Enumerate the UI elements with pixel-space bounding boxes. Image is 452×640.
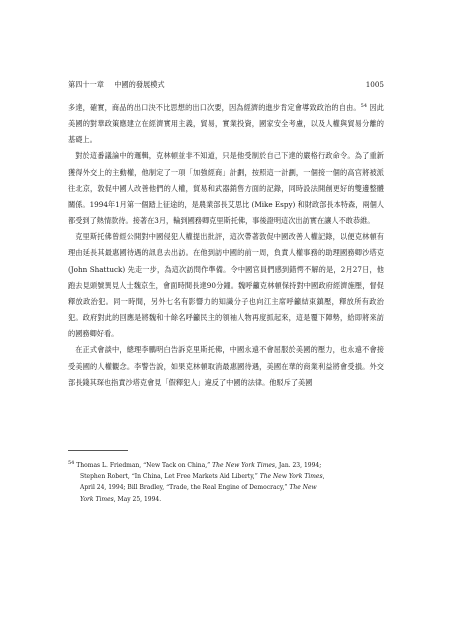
- citation-date: , May 25, 1994.: [113, 495, 162, 503]
- citation-source: The New York Times: [212, 462, 276, 469]
- footnote-line: [68, 494, 384, 505]
- page-number: 1005: [365, 80, 384, 89]
- chapter-label: 第四十一章: [68, 80, 104, 89]
- paragraph-text: 對於這番議論中的邏輯，克林頓並非不知道，只是他受制於自己下達的嚴格行政命令。為了重新獲得外交上的主動權，他制定了一項「加強經商」計劃，按照這一計劃，一個接一個的高官將被派往北京，敦促中國人改善他們的人權，貿易和武器銷售方面的記錄，同時設法開創更好的雙邊整體關係。1994年1月第一個踏上征途的，是農業部長艾思比 (Mike Espy) 和財政部長本特森，兩個人都受到了熱情款待。接著在3月，輪到國務卿克里斯托佛，事後證明這次出訪實在讓人不敢恭維。: [68, 151, 384, 226]
- paragraph-text: 因此美國的對華政策應建立在經濟實用主義，貿易，實業投資，國家安全考慮，以及人權與貿易分離的基礎上。: [68, 103, 384, 145]
- citation-text: Stephen Robert, “In China, Let Free Markets Aid Liberty,”: [80, 473, 258, 481]
- footnote: [68, 460, 384, 505]
- paragraph-text: 在正式會談中，總理李鵬明白告訴克里斯托佛，中國永遠不會屈服於美國的壓力，也永遠不會接受美國的人權觀念。李警告說，如果克林頓取消最惠國待遇，美國在華的商業利益將會受損。外交部長錢其琛也指責沙塔克會見「假釋犯人」違反了中國的法律。他駁斥了美國: [68, 345, 384, 387]
- header-left: [68, 80, 173, 89]
- footnote-number: 54: [68, 460, 75, 466]
- footnote-divider: [68, 450, 128, 451]
- paragraph-2: [68, 148, 384, 229]
- citation-source: The New: [289, 484, 317, 492]
- footnote-line: [68, 471, 384, 482]
- citation-date: , Jan. 23, 1994;: [275, 462, 322, 469]
- citation-source: York Times: [80, 495, 114, 503]
- paragraph-text: 多達，確實，商品的出口決不比思想的出口次要，因為經濟的進步肯定會導致政治的自由。: [68, 103, 361, 112]
- paragraph-1: [68, 100, 384, 148]
- citation-text: April 24, 1994; Bill Bradley, “Trade, the Real Engine of Democracy,”: [80, 484, 288, 492]
- paragraph-text: 克里斯托佛曾經公開對中國侵犯人權提出批評，這次帶著敦促中國改善人權記錄，以便克林頓有理由延長其最惠國待遇的訊息去出訪。在他到訪中國的前一周，負責人權事務的助理國務卿沙塔克 (John Shattuck) 先走一步，為這次訪問作準備。令中國官員們感到錯愕不解的是，2月27日，他跑去見頭號異見人士魏京生，會面時間長達90分鐘。魏呼籲克林頓保持對中國政府經濟施壓，督促釋放政治犯。同一時間，另外七名有影響力的知識分子也向江主席呼籲結束鎮壓，釋放所有政治犯。政府對此的回應是將魏和十餘名呼籲民主的領袖人物再度抓起來，這是覆下陣勢，給即將來訪的國務卿好看。: [68, 232, 384, 339]
- body-text: [68, 100, 384, 391]
- footnote-line: [68, 460, 384, 471]
- paragraph-4: [68, 342, 384, 390]
- running-header: [68, 80, 384, 89]
- citation-date: ,: [322, 473, 325, 481]
- footnote-ref: 54: [360, 103, 368, 109]
- chapter-title: 中國的發展模式: [114, 80, 165, 89]
- citation-source: The New York Times: [259, 473, 323, 481]
- paragraph-3: [68, 229, 384, 342]
- footnote-line: [68, 482, 384, 493]
- citation-text: Thomas L. Friedman, “New Tack on China,”: [76, 462, 211, 469]
